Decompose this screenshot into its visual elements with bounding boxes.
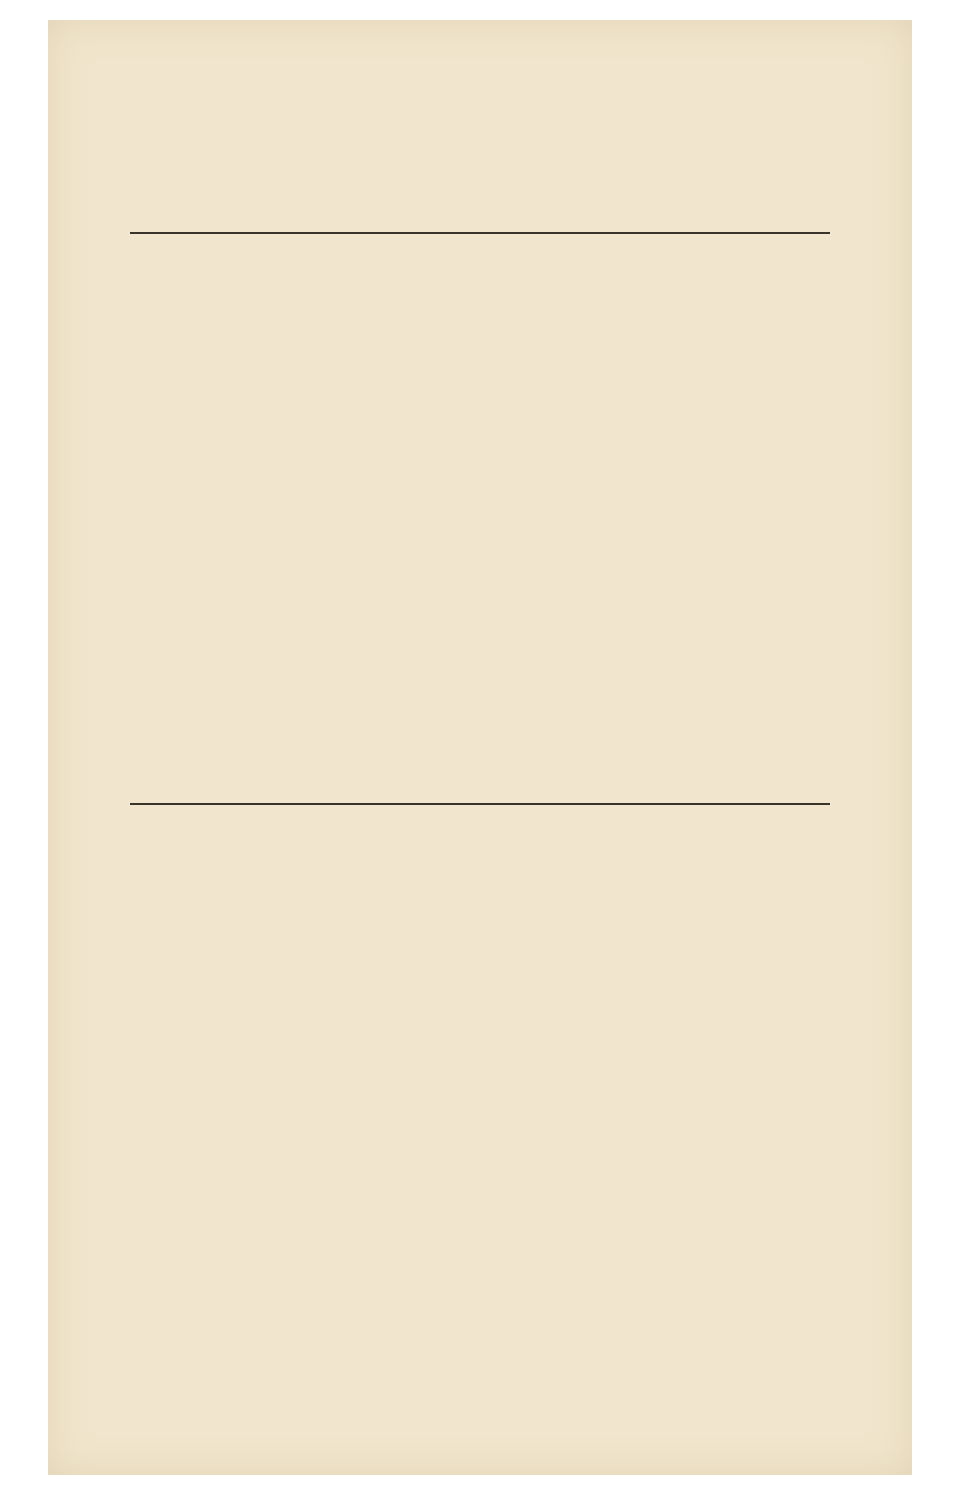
section-divider [130,803,830,805]
header-rule [130,232,830,234]
book-page [48,20,912,1475]
